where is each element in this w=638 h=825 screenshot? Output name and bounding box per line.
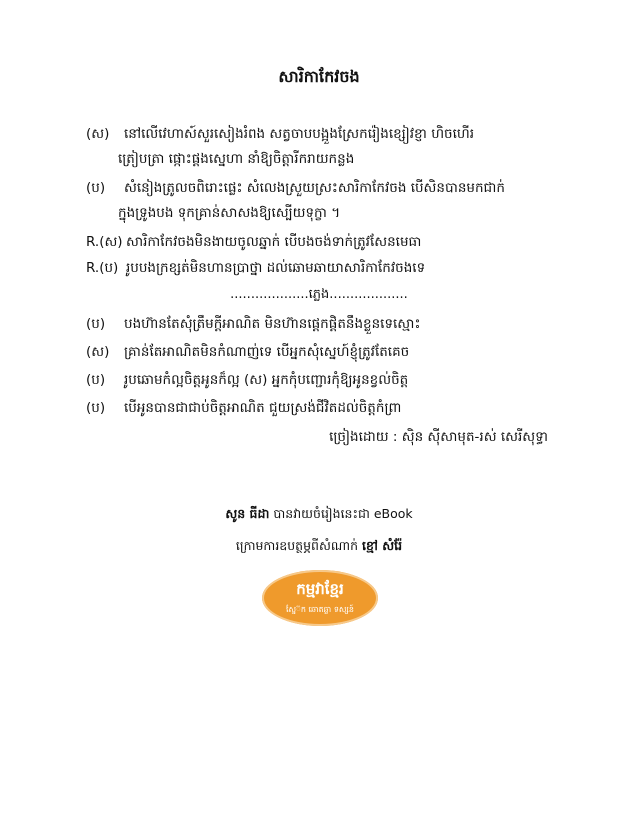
lyric-text: សំនៀងត្រូលចពិរោះផ្លេះ សំលេងស្រួយស្រះសារិកាកែវចង បើសិនបានមកជាក់	[124, 180, 505, 196]
brand-logo	[262, 570, 378, 626]
lyric-continuation: ក្នុងទ្រូងបង ទុកគ្រាន់សាសងឱ្យស្បើយទុក្ខា ។	[118, 205, 341, 221]
lyric-text: គ្រាន់តែអាណិតមិនកំណាញ់ទេ បើអ្នកសុំស្នេហ៍ខ្ញុំត្រូវតែគេច	[124, 344, 410, 360]
speaker-tag: (ស)	[86, 126, 110, 142]
lyric-line	[86, 258, 556, 278]
speaker-tag: (ស)	[86, 344, 110, 360]
ebook-credit-text: បានវាយចំរៀងនេះជា eBook	[269, 506, 413, 521]
page-title: សារិកាកែវចង	[278, 67, 360, 86]
sponsor-name: ខ្មៅ សំរ៉ែ	[362, 538, 403, 553]
typist-name: សូន ធីដា	[225, 506, 270, 521]
speaker-tag: R.(ប)	[86, 260, 119, 276]
singer-credit: ច្រៀងដោយ : ស៊ិន ស៊ីសាមុត-រស់ សេរីសុទ្ធា	[329, 429, 548, 445]
lyric-line	[86, 178, 556, 198]
lyric-line	[86, 124, 556, 144]
lyric-text: បើអូនបានជាជាប់ចិត្តអាណិត ជួយស្រង់ជីវិតដល់ចិត្តកំព្រា	[124, 400, 402, 416]
lyric-line	[86, 398, 556, 418]
speaker-tag: (ប)	[86, 372, 106, 388]
speaker-tag: (ប)	[86, 400, 106, 416]
lyric-line	[86, 314, 556, 334]
lyric-text: បងហ៊ានតែសុំត្រឹមក្ដីអាណិត មិនហ៊ានផ្ដេកផ្ដិតនឹងខ្លួនទេស្មោះ	[124, 316, 421, 332]
lyric-text: រូបបងក្រខ្សត់មិនហានប្រាថ្នា ដល់ឆោមឆាយាសារិកាកែវចងទេ	[126, 260, 426, 276]
lyric-text: រូបឆោមកំល្អចិត្តអូនក៏ល្អ (ស) អ្នកកុំបញ្ជោរកុំឱ្យអូនខ្វល់ចិត្ត	[124, 372, 409, 388]
lyric-text: សារិកាកែវចងមិនងាយចូលឆ្នាក់ បើបងចង់ទាក់ត្រូវសែនមេធា	[126, 234, 422, 250]
sponsor-credit	[0, 538, 638, 557]
sponsor-credit-text: ក្រោមការឧបត្ថម្ភពីសំណាក់	[235, 538, 363, 553]
lyric-line	[86, 342, 556, 362]
logo-subtitle: ស្នែ៊ក ឆោតឆ្លា ទស្សន៍	[285, 605, 354, 614]
speaker-tag: R.(ស)	[86, 234, 123, 250]
lyric-line	[86, 370, 556, 390]
ebook-credit	[0, 506, 638, 525]
lyric-continuation: ត្រៀបត្រា ផ្កោះផ្ដងស្នេហា នាំឱ្យចិត្តារីករាយកន្លង	[118, 151, 355, 167]
lyric-line	[86, 232, 556, 252]
speaker-tag: (ប)	[86, 180, 106, 196]
lyric-text: នៅលើវេហាស៍សួរសៀងរំពង សត្វចាបបង្អួងស្រែករ៉ៀងខ្សៀវខ្ញា ហិចហើរ	[124, 126, 475, 142]
logo-title: កម្មវាខ្មែរ	[296, 580, 344, 598]
speaker-tag: (ប)	[86, 316, 106, 332]
music-separator: ...................ភ្លេង...................	[230, 287, 408, 302]
